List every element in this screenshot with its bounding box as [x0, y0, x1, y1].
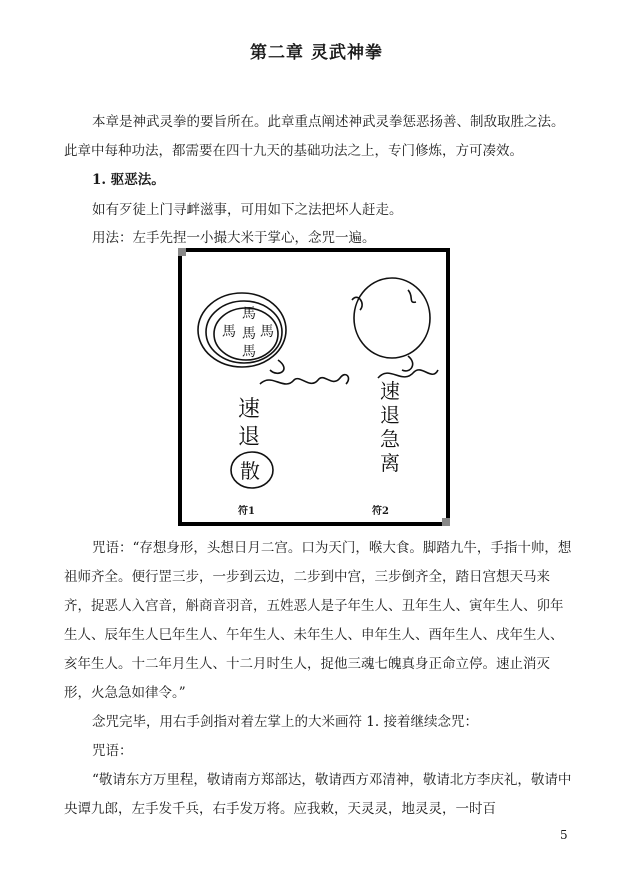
trouble-paragraph: 如有歹徒上门寻衅滋事，可用如下之法把坏人赶走。: [92, 202, 403, 218]
talisman-char: 馬: [260, 324, 274, 340]
talisman-char: 速: [380, 379, 400, 403]
talisman-char: 馬: [242, 306, 256, 322]
talisman-char: 馬: [242, 344, 256, 360]
page-number: 5: [560, 828, 568, 842]
incantation-paragraph: 咒语：“存想身形，头想日月二宫。口为天门，喉大食。脚踏九牛，手指十帅，想祖师齐全。便行罡三步，一步到云边，二步到中宫，三步倒齐全，踏日宫想天马来齐，捉恶人入宫音，斛商音羽音，五姓恶人是子年生人、丑年生人、寅年生人、卯年生人、辰年生人巳年生人、午年生人、未年生人、申年生人、酉年生人、戌年生人、亥年生人。十二年月生人、十二月时生人，捉他三魂七魄真身正命立停。速止消灭形，火急急如律令。”: [64, 540, 572, 701]
after-incantation-paragraph: 念咒完毕，用右手剑指对着左掌上的大米画符 1. 接着继续念咒：: [92, 714, 478, 730]
section-heading: 1. 驱恶法。: [92, 172, 165, 188]
talisman2-ring: [354, 278, 430, 358]
talisman-char: 急: [380, 427, 400, 451]
talisman-drawing: [182, 252, 446, 522]
talisman-char: 散: [240, 459, 260, 483]
talisman-char: 退: [380, 403, 400, 427]
talisman1-tail: [260, 360, 348, 384]
talisman-char: 速: [238, 397, 261, 422]
chapter-title: 第二章 灵武神拳: [250, 43, 383, 63]
talisman-char: 馬: [222, 324, 236, 340]
intro-paragraph: 本章是神武灵拳的要旨所在。此章重点阐述神武灵拳惩恶扬善、制敌取胜之法。此章中每种功法，都需要在四十九天的基础功法之上，专门修炼，方可凑效。: [64, 114, 565, 159]
talisman-char: 退: [238, 425, 261, 450]
talisman-char: 离: [380, 451, 400, 475]
caption-talisman-1: 符1: [238, 506, 255, 517]
incantation2-label: 咒语：: [92, 743, 133, 759]
talisman-char: 馬: [242, 326, 256, 342]
talisman-figure: [178, 248, 450, 526]
incantation2-paragraph: “敬请东方万里程，敬请南方郑部达，敬请西方邓清神，敬请北方李庆礼，敬请中央谭九郎，左手发千兵，右手发万将。应我敕，天灵灵，地灵灵，一时百: [64, 772, 572, 817]
talisman2-tail: [378, 356, 438, 378]
usage-paragraph: 用法：左手先捏一小撮大米于掌心，念咒一遍。: [92, 230, 376, 246]
caption-talisman-2: 符2: [372, 506, 389, 517]
